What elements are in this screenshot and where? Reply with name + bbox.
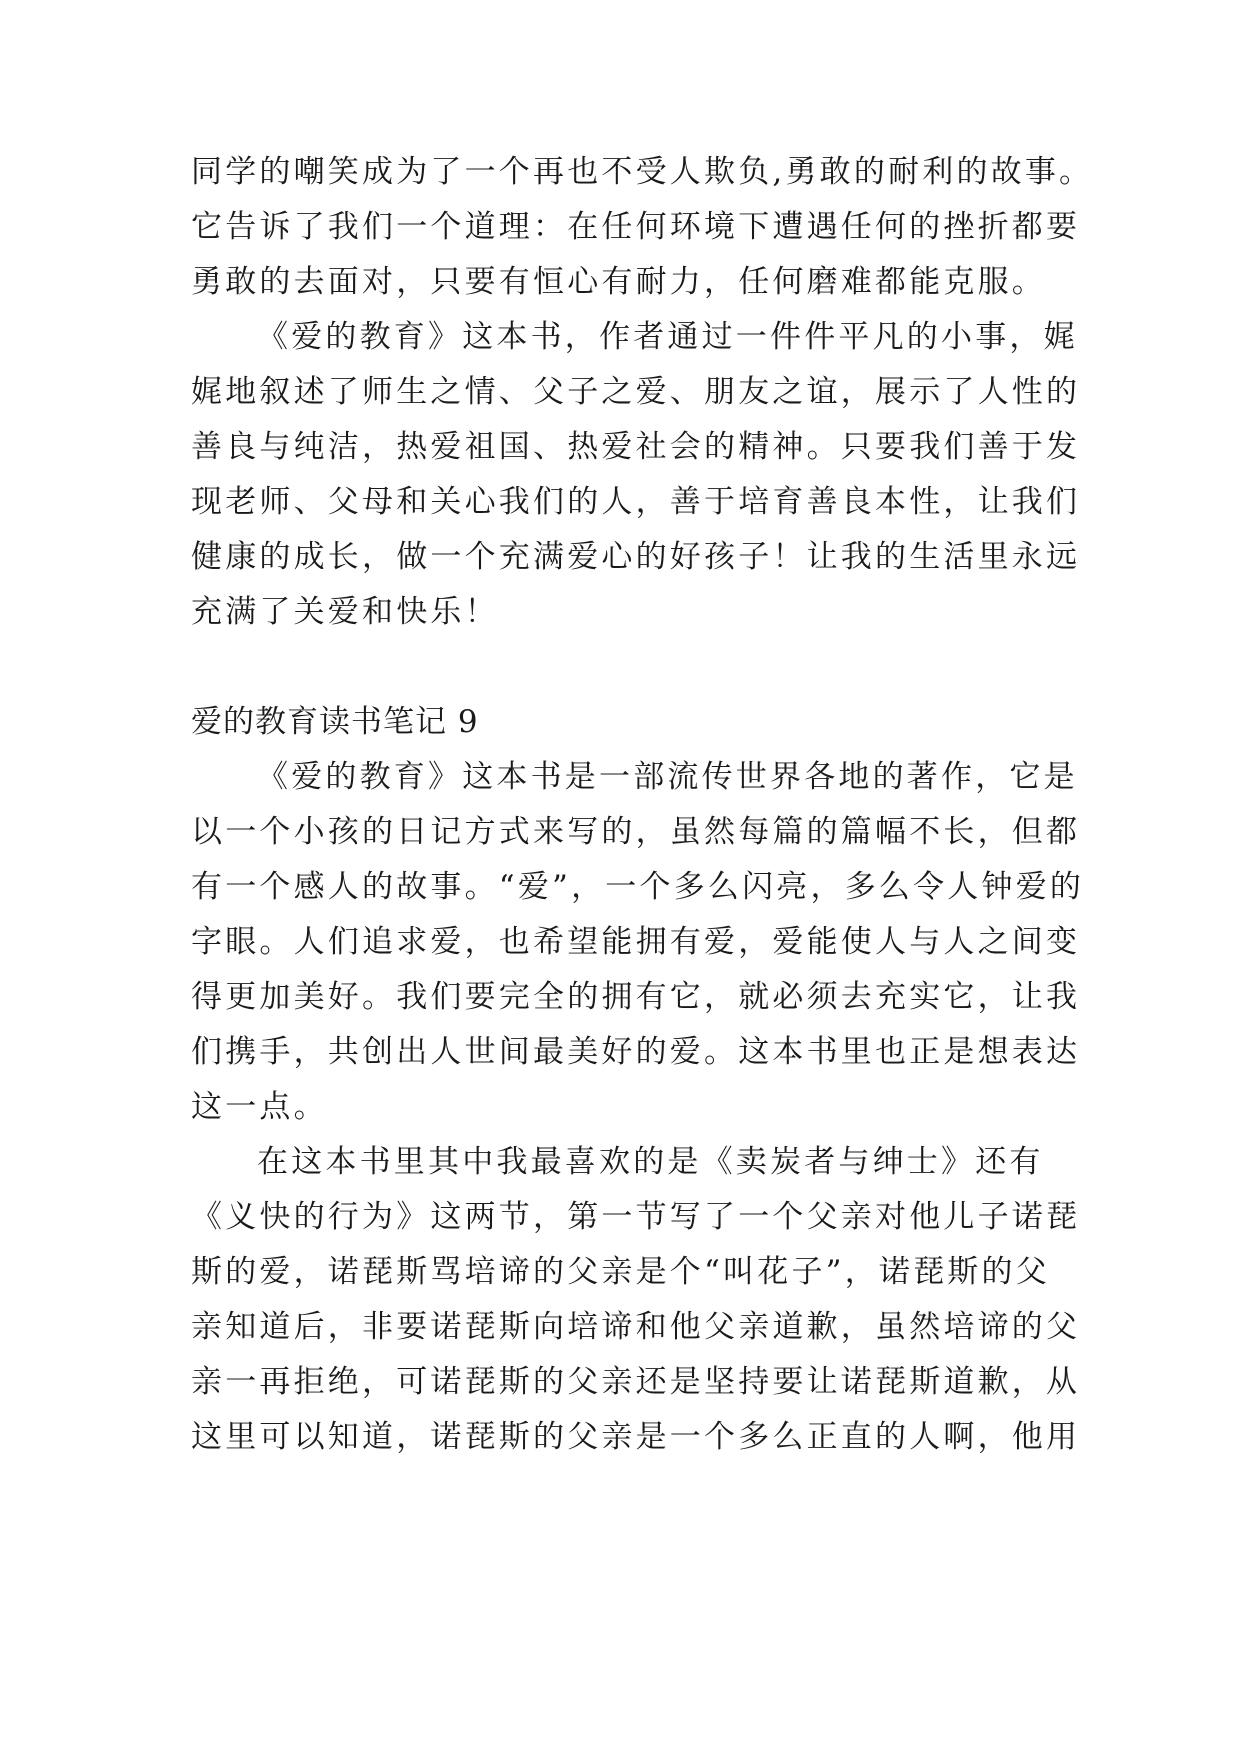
text-line: 善良与纯洁，热爱祖国、热爱社会的精神。只要我们善于发 (191, 429, 1081, 465)
text-line: 这一点。 (191, 1089, 328, 1125)
text-line: 在这本书里其中我最喜欢的是《卖炭者与绅士》还有 (257, 1144, 1044, 1180)
text-line: 它告诉了我们一个道理：在任何环境下遭遇任何的挫折都要 (191, 209, 1081, 245)
text-line: 得更加美好。我们要完全的拥有它，就必须去充实它，让我 (191, 979, 1081, 1015)
text-line: 娓地叙述了师生之情、父子之爱、朋友之谊，展示了人性的 (191, 374, 1081, 410)
text-line: 充满了关爱和快乐！ (191, 594, 499, 630)
text-line: 以一个小孩的日记方式来写的，虽然每篇的篇幅不长，但都 (191, 814, 1081, 850)
text-line: 现老师、父母和关心我们的人，善于培育善良本性，让我们 (191, 484, 1081, 520)
text-line: 同学的嘲笑成为了一个再也不受人欺负,勇敢的耐利的故事。 (191, 154, 1094, 190)
text-line: 字眼。人们追求爱，也希望能拥有爱，爱能使人与人之间变 (191, 924, 1081, 960)
text-line: 有一个感人的故事。“爱”，一个多么闪亮，多么令人钟爱的 (191, 869, 1085, 905)
text-line: 《爱的教育》这本书，作者通过一件件平凡的小事，娓 (257, 319, 1078, 355)
text-line: 《义快的行为》这两节，第一节写了一个父亲对他儿子诺琵 (191, 1199, 1081, 1235)
text-line: 斯的爱，诺琵斯骂培谛的父亲是个“叫花子”，诺琵斯的父 (191, 1254, 1050, 1290)
text-line: 亲知道后，非要诺琵斯向培谛和他父亲道歉，虽然培谛的父 (191, 1309, 1081, 1345)
text-line: 《爱的教育》这本书是一部流传世界各地的著作，它是 (257, 759, 1078, 795)
text-line: 亲一再拒绝，可诺琵斯的父亲还是坚持要让诺琵斯道歉，从 (191, 1364, 1081, 1400)
text-line: 这里可以知道，诺琵斯的父亲是一个多么正直的人啊，他用 (191, 1419, 1081, 1455)
text-line: 健康的成长，做一个充满爱心的好孩子！让我的生活里永远 (191, 539, 1081, 575)
text-line: 勇敢的去面对，只要有恒心有耐力，任何磨难都能克服。 (191, 264, 1046, 300)
section-heading: 爱的教育读书笔记 9 (191, 704, 479, 740)
text-line: 们携手，共创出人世间最美好的爱。这本书里也正是想表达 (191, 1034, 1081, 1070)
